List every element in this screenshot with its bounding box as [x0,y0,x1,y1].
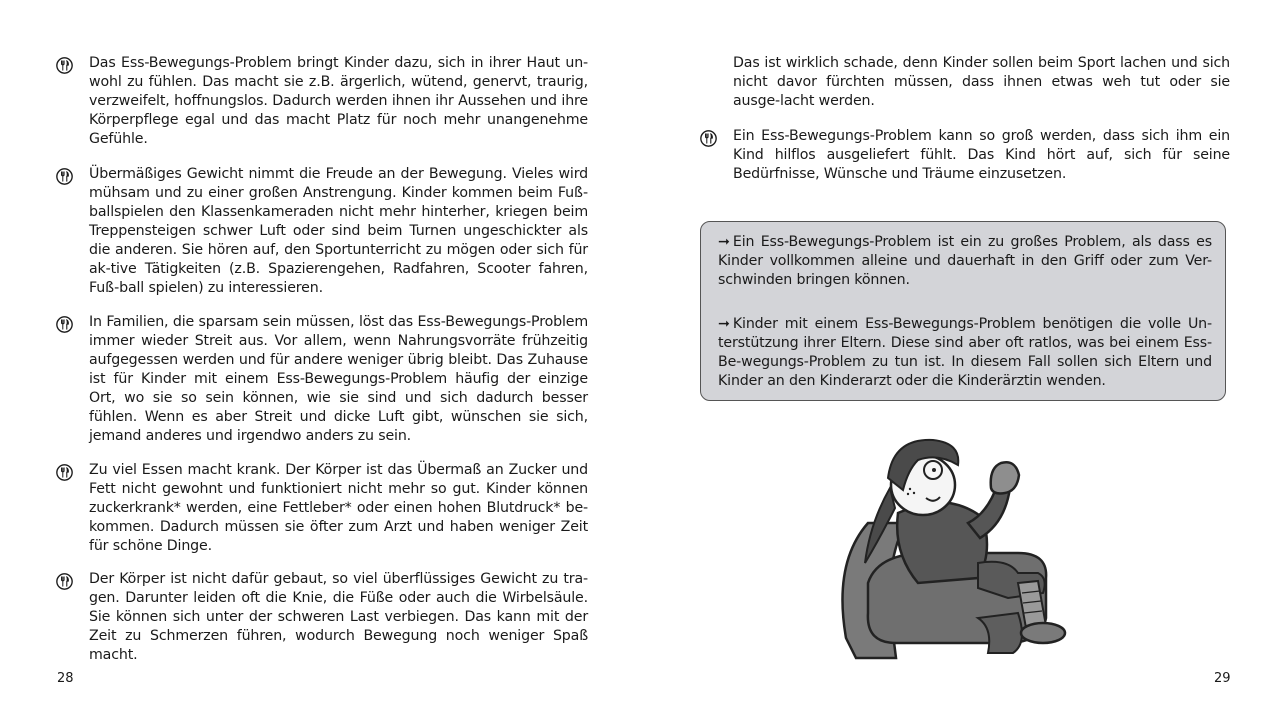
info-item [718,233,1212,290]
child-in-armchair-illustration [828,433,1098,663]
right-page [643,0,1286,719]
paragraph-text: Der Körper ist nicht dafür gebaut, so viel überflüssiges Gewicht zu tra-gen. Darunter leiden oft die Knie, die Füße oder auch die Wirbelsäule. Sie können sich unter der schweren Last verbiegen. Das kann mit der Zeit zu Schmerzen führen, wodurch Bewegung noch weniger Spaß macht. [89,571,588,663]
paragraph [698,127,1230,184]
paragraph-text: Zu viel Essen macht krank. Der Körper ist das Übermaß an Zucker und Fett nicht gewohnt und funktioniert nicht mehr so gut. Kinder können zuckerkrank* werden, eine Fettleber* oder einen hohen Blutdruck* be-kommen. Dadurch müssen sie öfter zum Arzt und haben weniger Zeit für schöne Dinge. [89,462,588,554]
paragraph [56,313,588,446]
info-item-text: Kinder mit einem Ess-Bewegungs-Problem benötigen die volle Un-terstützung ihrer Eltern. Diese sind aber oft ratlos, was bei einem Ess-Be-wegungs-Problem zu tun ist. In diesem Fall sollen sich Eltern und Kinder an den Kinderarzt oder die Kinderärztin wenden. [718,316,1212,389]
paragraph [56,54,588,149]
arrow-icon: ➞ [718,234,728,250]
cutlery-icon [56,316,73,333]
page-number: 28 [57,671,74,686]
cutlery-icon [56,464,73,481]
paragraph-text: In Familien, die sparsam sein müssen, löst das Ess-Bewegungs-Problem immer wieder Streit aus. Vor allem, wenn Nahrungsvorräte frühzeitig aufgegessen werden und für andere weniger übrig bleibt. Das Zuhause ist für Kinder mit einem Ess-Bewegungs-Problem häufig der einzige Ort, wo sie so sein können, wie sie sind und sich dadurch besser fühlen. Wenn es aber Streit und dicke Luft gibt, wünschen sie sich, jemand anderes und irgendwo anders zu sein. [89,314,588,444]
cutlery-icon [700,130,717,147]
paragraph-text: Ein Ess-Bewegungs-Problem kann so groß werden, dass sich ihm ein Kind hilflos ausgeliefert fühlt. Das Kind hört auf, sich für seine Bedürfnisse, Wünsche und Träume einzusetzen. [733,128,1230,182]
arrow-icon: ➞ [718,316,728,332]
paragraph-text: Das Ess-Bewegungs-Problem bringt Kinder dazu, sich in ihrer Haut un-wohl zu fühlen. Das macht sie z.B. ärgerlich, wütend, genervt, traurig, verzweifelt, hoffnungslos. Dadurch werden ihnen ihr Aussehen und ihre Körperpflege egal und das macht Platz für noch mehr unangenehme Gefühle. [89,55,588,147]
page-number: 29 [1214,671,1231,686]
paragraph-text: Das ist wirklich schade, denn Kinder sollen beim Sport lachen und sich nicht davor fürchten müssen, dass ihnen etwas weh tut oder sie ausge-lacht werden. [733,55,1230,109]
continuation-paragraph [698,54,1230,111]
cutlery-icon [56,168,73,185]
paragraph [56,165,588,298]
paragraph [56,570,588,665]
cutlery-icon [56,57,73,74]
info-box [700,221,1226,401]
cutlery-icon [56,573,73,590]
info-item [718,315,1212,391]
paragraph-text: Übermäßiges Gewicht nimmt die Freude an der Bewegung. Vieles wird mühsam und zu einer großen Anstrengung. Kinder kommen beim Fuß-ballspielen den Klassenkameraden nicht mehr hinterher, kriegen beim Treppensteigen schwer Luft oder sind beim Turnen ungeschickter als die anderen. Sie hören auf, den Sportunterricht zu mögen oder sich für ak-tive Tätigkeiten (z.B. Spazierengehen, Radfahren, Scooter fahren, Fuß-ball spielen) zu interessieren. [89,166,588,296]
paragraph [56,461,588,556]
info-item-text: Ein Ess-Bewegungs-Problem ist ein zu großes Problem, als dass es Kinder vollkommen alleine und dauerhaft in den Griff oder zum Ver-schwinden bringen können. [718,234,1212,288]
